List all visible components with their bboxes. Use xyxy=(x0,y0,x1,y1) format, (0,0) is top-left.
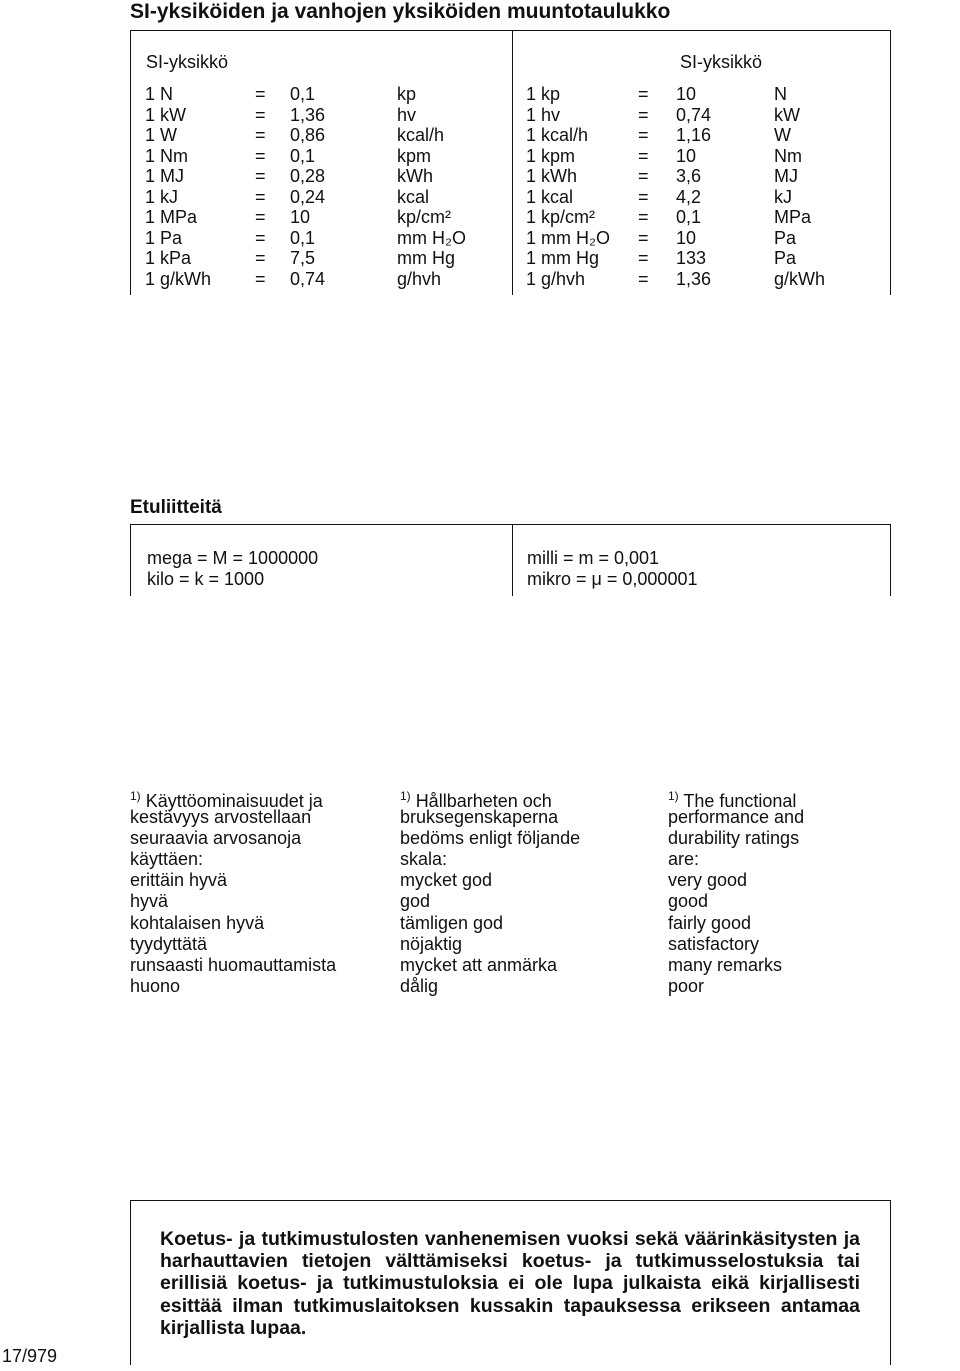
conversion-unit: MPa xyxy=(160,207,198,227)
conversion-eq: = xyxy=(255,268,266,289)
conversion-to: W xyxy=(774,125,791,145)
conversion-n: 1 xyxy=(526,145,537,166)
prefixes-section xyxy=(0,490,960,610)
conversion-n: 1 xyxy=(526,248,537,268)
conversion-val: 0,1 xyxy=(290,84,316,104)
ratings-intro-line: The functional xyxy=(683,791,797,811)
conversion-eq: = xyxy=(255,248,266,268)
conversion-n: 1 xyxy=(145,227,156,248)
grade-item: tyydyttätä xyxy=(130,933,208,954)
conversion-to: kcal xyxy=(397,186,430,207)
conversion-eq: = xyxy=(255,84,266,104)
conversion-val: 1,36 xyxy=(290,104,326,125)
grade-item: satisfactory xyxy=(668,933,760,954)
ratings-intro-line: kestävyys arvostellaan xyxy=(130,807,312,828)
footnote-marker: 1) xyxy=(400,789,411,803)
grade-item: erittäin hyvä xyxy=(130,870,228,891)
prefix-kilo: kilo = k = 1000 xyxy=(147,569,265,589)
footnote-marker: 1) xyxy=(130,789,141,803)
conversion-unit: kp/cm² xyxy=(541,207,595,227)
grade-item: god xyxy=(400,891,431,912)
ratings-intro-line: bedöms enligt följande xyxy=(400,828,581,849)
page-title: SI-yksiköiden ja vanhojen yksiköiden muuntotaulukko xyxy=(130,0,671,23)
prefixes-title: Etuliitteitä xyxy=(130,497,222,518)
conversion-n: 1 xyxy=(145,186,156,207)
conversion-n: 1 xyxy=(145,84,156,104)
conversion-val: 0,86 xyxy=(290,125,326,145)
conversion-unit: kcal/h xyxy=(541,125,589,145)
conversion-n: 1 xyxy=(145,125,156,145)
conversion-to: hv xyxy=(397,104,417,125)
conversion-to: mm H₂O xyxy=(397,227,466,248)
grade-item: tämligen god xyxy=(400,912,504,933)
conversion-eq: = xyxy=(255,166,266,186)
ratings-intro-line: seuraavia arvosanoja xyxy=(130,828,302,849)
grade-item: good xyxy=(668,891,709,912)
conversion-to: Pa xyxy=(774,248,797,268)
conversion-n: 1 xyxy=(145,207,156,227)
conversion-to: MJ xyxy=(774,166,798,186)
conversion-val: 0,1 xyxy=(676,207,702,227)
grade-item: many remarks xyxy=(668,954,783,975)
prefix-mikro: mikro = μ = 0,000001 xyxy=(527,569,698,589)
conversion-to: MPa xyxy=(774,207,812,227)
conversion-eq: = xyxy=(255,104,266,125)
ratings-intro-line: skala: xyxy=(400,849,448,870)
conversion-val: 10 xyxy=(676,84,697,104)
conversion-val: 0,28 xyxy=(290,166,326,186)
conversion-val: 3,6 xyxy=(676,166,702,186)
conversion-val: 0,74 xyxy=(676,104,712,125)
grade-item: runsaasti huomauttamista xyxy=(130,954,337,975)
conversion-eq: = xyxy=(638,248,649,268)
notice-right-rule xyxy=(890,1200,891,1365)
conversion-eq: = xyxy=(638,207,649,227)
conversion-val: 1,36 xyxy=(676,268,712,289)
conversion-val: 10 xyxy=(676,145,697,166)
ratings-swedish xyxy=(400,786,580,997)
conversion-to: Pa xyxy=(774,227,797,248)
conversion-eq: = xyxy=(255,125,266,145)
conversion-unit: MJ xyxy=(160,166,184,186)
conversion-to: g/kWh xyxy=(774,268,826,289)
page-number: 17/979 xyxy=(2,1346,58,1366)
conversion-eq: = xyxy=(638,104,649,125)
conversion-unit: kp xyxy=(541,84,561,104)
conversion-to: kWh xyxy=(397,166,433,186)
ratings-intro-line: are: xyxy=(668,849,700,870)
conversion-to: N xyxy=(774,84,787,104)
ratings-intro-line: Käyttöominaisuudet ja xyxy=(145,791,323,811)
conversion-eq: = xyxy=(638,268,649,289)
conversion-eq: = xyxy=(638,84,649,104)
conversion-to: kpm xyxy=(397,145,432,166)
conversion-eq: = xyxy=(255,227,266,248)
conversion-eq: = xyxy=(255,145,266,166)
ratings-intro-line: Hållbarheten och xyxy=(415,791,552,811)
grade-item: huono xyxy=(130,975,181,996)
grade-item: mycket att anmärka xyxy=(400,954,558,975)
conversion-val: 10 xyxy=(676,227,697,248)
conversion-unit: mm Hg xyxy=(541,248,599,268)
conversion-eq: = xyxy=(255,207,266,227)
conversion-table xyxy=(0,0,960,300)
ratings-intro-line: käyttäen: xyxy=(130,849,204,870)
ratings-intro-line: performance and xyxy=(668,807,805,828)
conversion-val: 4,2 xyxy=(676,186,702,207)
conversion-eq: = xyxy=(255,186,266,207)
conversion-to: kW xyxy=(774,104,800,125)
grade-item: poor xyxy=(668,975,705,996)
conversion-n: 1 xyxy=(526,207,537,227)
conversion-eq: = xyxy=(638,145,649,166)
conversion-val: 0,74 xyxy=(290,268,326,289)
conversion-unit: kWh xyxy=(541,166,577,186)
conversion-eq: = xyxy=(638,227,649,248)
conversion-unit: kW xyxy=(160,104,186,125)
conversion-n: 1 xyxy=(526,227,537,248)
conversion-n: 1 xyxy=(526,84,537,104)
conversion-to: kp/cm² xyxy=(397,207,451,227)
notice-top-rule xyxy=(130,1200,890,1201)
right-column-header: SI-yksikkö xyxy=(680,52,763,72)
conversion-n: 1 xyxy=(526,104,537,125)
footnote-marker: 1) xyxy=(668,789,679,803)
grade-item: kohtalaisen hyvä xyxy=(130,912,265,933)
conversion-eq: = xyxy=(638,125,649,145)
conversion-n: 1 xyxy=(145,248,156,268)
conversion-n: 1 xyxy=(526,186,537,207)
conversion-unit: kJ xyxy=(160,186,178,207)
prefix-milli: milli = m = 0,001 xyxy=(527,548,660,568)
conversion-val: 1,16 xyxy=(676,125,712,145)
conversion-to: kp xyxy=(397,84,417,104)
conversion-unit: g/kWh xyxy=(160,268,212,289)
ratings-intro-line: bruksegenskaperna xyxy=(400,807,559,828)
grade-item: mycket god xyxy=(400,870,493,891)
grade-item: dålig xyxy=(400,975,439,996)
conversion-val: 0,1 xyxy=(290,145,316,166)
conversion-unit: kpm xyxy=(541,145,576,166)
notice-left-rule xyxy=(130,1200,131,1365)
conversion-unit: N xyxy=(160,84,173,104)
grade-item: hyvä xyxy=(130,891,169,912)
conversion-unit: Nm xyxy=(160,145,188,166)
ratings-finnish xyxy=(130,786,336,997)
ratings-section xyxy=(0,786,960,1006)
conversion-to: kJ xyxy=(774,186,792,207)
conversion-unit: kPa xyxy=(160,248,192,268)
conversion-to: Nm xyxy=(774,145,802,166)
conversion-unit: W xyxy=(160,125,177,145)
left-column-header: SI-yksikkö xyxy=(146,52,229,72)
conversion-unit: Pa xyxy=(160,227,183,248)
conversion-val: 10 xyxy=(290,207,311,227)
conversion-n: 1 xyxy=(526,268,537,289)
conversion-n: 1 xyxy=(526,166,537,186)
conversion-n: 1 xyxy=(145,166,156,186)
conversion-unit: g/hvh xyxy=(541,268,586,289)
conversion-to: mm Hg xyxy=(397,248,455,268)
conversion-val: 7,5 xyxy=(290,248,316,268)
publication-notice: Koetus- ja tutkimustulosten vanhenemisen vuoksi sekä väärinkäsitysten ja harhauttavien tietojen välttämiseksi koetus- ja tutkimusselostuksia tai erillisiä koetus- ja tutkimustuloksia ei ole lupa julkaista eikä kirjallisesti esittää ilman tutkimuslaitoksen kussakin tapauksessa erikseen antamaa kirjallista lupaa. xyxy=(160,1228,860,1339)
grade-item: very good xyxy=(668,870,748,891)
ratings-intro-line: durability ratings xyxy=(668,828,800,849)
conversion-val: 0,1 xyxy=(290,227,316,248)
conversion-to: g/hvh xyxy=(397,268,442,289)
conversion-n: 1 xyxy=(145,268,156,289)
grade-item: nöjaktig xyxy=(400,933,463,954)
grade-item: fairly good xyxy=(668,912,752,933)
conversion-unit: kcal xyxy=(541,186,574,207)
conversion-val: 0,24 xyxy=(290,186,326,207)
conversion-n: 1 xyxy=(145,104,156,125)
conversion-n: 1 xyxy=(145,145,156,166)
conversion-eq: = xyxy=(638,186,649,207)
conversion-val: 133 xyxy=(676,248,707,268)
conversion-n: 1 xyxy=(526,125,537,145)
conversion-unit: mm H₂O xyxy=(541,227,610,248)
conversion-to: kcal/h xyxy=(397,125,445,145)
prefix-mega: mega = M = 1000000 xyxy=(147,548,319,568)
conversion-unit: hv xyxy=(541,104,561,125)
conversion-eq: = xyxy=(638,166,649,186)
ratings-english xyxy=(668,786,804,997)
